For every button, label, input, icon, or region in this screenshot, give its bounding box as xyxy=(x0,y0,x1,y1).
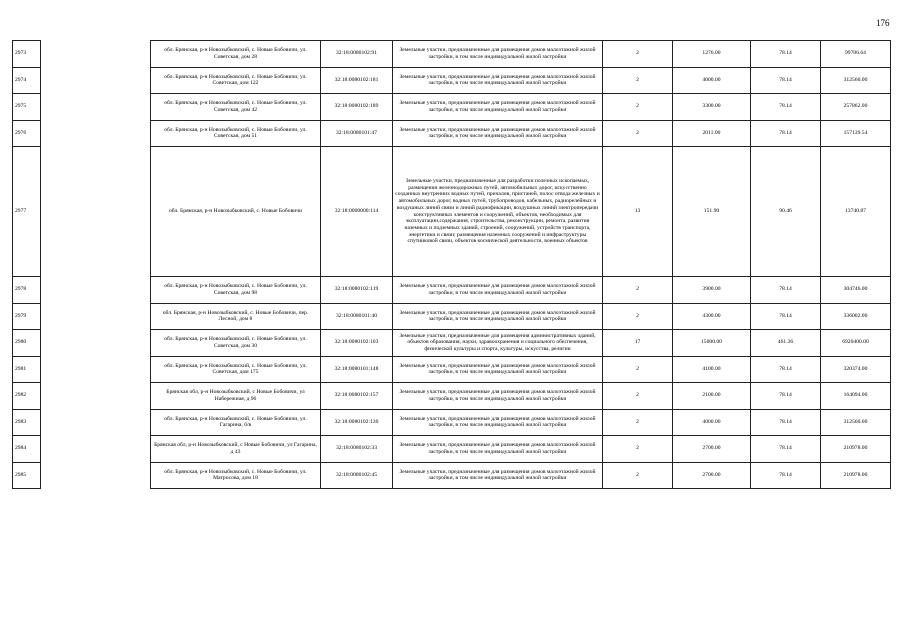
row-number-cell: 2974 xyxy=(13,67,41,94)
address-cell: Брянская обл, р-н Новозыбковский, с Новые Бобовичи, ул Набережная, д 96 xyxy=(151,383,321,410)
land-use-cell: Земельные участки, предназначенные для размещения домов малоэтажной жилой застройки, в том числе индивидуальной жилой застройки xyxy=(393,94,603,121)
spacer-cell xyxy=(41,94,151,121)
specific-value-cell: 78.14 xyxy=(751,409,821,436)
use-code-cell: 2 xyxy=(603,383,673,410)
cadastral-value-cell: 210978.00 xyxy=(821,436,891,463)
specific-value-cell: 78.14 xyxy=(751,436,821,463)
cadastral-value-table xyxy=(12,40,891,489)
cadastral-number-cell: 32:18:0080101:40 xyxy=(321,303,393,330)
cadastral-value-cell: 312560.00 xyxy=(821,67,891,94)
spacer-cell xyxy=(41,41,151,68)
row-number-cell: 2977 xyxy=(13,147,41,277)
spacer-cell xyxy=(41,383,151,410)
table-row xyxy=(13,94,891,121)
land-use-cell: Земельные участки, предназначенные для размещения домов малоэтажной жилой застройки, в том числе индивидуальной жилой застройки xyxy=(393,383,603,410)
use-code-cell: 17 xyxy=(603,330,673,357)
land-use-cell: Земельные участки, предназначенные для размещения домов малоэтажной жилой застройки, в том числе индивидуальной жилой застройки xyxy=(393,41,603,68)
cadastral-value-cell: 257862.00 xyxy=(821,94,891,121)
cadastral-number-cell: 32:18:0080102:189 xyxy=(321,94,393,121)
row-number-cell: 2978 xyxy=(13,277,41,304)
row-number-cell: 2980 xyxy=(13,330,41,357)
area-cell: 4000.00 xyxy=(673,67,751,94)
table-row xyxy=(13,462,891,489)
land-use-cell: Земельные участки, предназначенные для размещения домов малоэтажной жилой застройки, в том числе индивидуальной жилой застройки xyxy=(393,67,603,94)
use-code-cell: 2 xyxy=(603,94,673,121)
table-row xyxy=(13,120,891,147)
row-number-cell: 2985 xyxy=(13,462,41,489)
table-row xyxy=(13,67,891,94)
area-cell: 3300.00 xyxy=(673,94,751,121)
use-code-cell: 2 xyxy=(603,462,673,489)
land-use-cell: Земельные участки, предназначенные для размещения домов малоэтажной жилой застройки, в том числе индивидуальной жилой застройки xyxy=(393,436,603,463)
address-cell: обл. Брянская, р-н Новозыбковский, с. Новые Бобовичи, ул. Советская, дом 98 xyxy=(151,277,321,304)
use-code-cell: 13 xyxy=(603,147,673,277)
use-code-cell: 2 xyxy=(603,356,673,383)
use-code-cell: 2 xyxy=(603,41,673,68)
table-row xyxy=(13,383,891,410)
area-cell: 2011.00 xyxy=(673,120,751,147)
spacer-cell xyxy=(41,462,151,489)
cadastral-value-cell: 304746.00 xyxy=(821,277,891,304)
address-cell: обл. Брянская, р-н Новозыбковский, с. Новые Бобовичи, ул. Советская, дом 122 xyxy=(151,67,321,94)
row-number-cell: 2982 xyxy=(13,383,41,410)
table-row xyxy=(13,436,891,463)
cadastral-value-cell: 210978.00 xyxy=(821,462,891,489)
area-cell: 15000.00 xyxy=(673,330,751,357)
spacer-cell xyxy=(41,409,151,436)
cadastral-number-cell: 32:18:0080101:47 xyxy=(321,120,393,147)
specific-value-cell: 78.14 xyxy=(751,462,821,489)
cadastral-number-cell: 32:18:0080102:33 xyxy=(321,436,393,463)
specific-value-cell: 78.14 xyxy=(751,356,821,383)
cadastral-value-cell: 157139.54 xyxy=(821,120,891,147)
area-cell: 4100.00 xyxy=(673,356,751,383)
address-cell: обл. Брянская, р-н Новозыбковский, с. Новые Бобовичи, ул. Советская, дом 30 xyxy=(151,330,321,357)
cadastral-number-cell: 32:18:0080102:45 xyxy=(321,462,393,489)
address-cell: обл. Брянская, р-н Новозыбковский, с. Новые Бобовичи, ул. Матросова, дом 18 xyxy=(151,462,321,489)
cadastral-value-cell: 312560.00 xyxy=(821,409,891,436)
use-code-cell: 2 xyxy=(603,67,673,94)
spacer-cell xyxy=(41,303,151,330)
land-use-cell: Земельные участки, предназначенные для размещения домов малоэтажной жилой застройки, в том числе индивидуальной жилой застройки xyxy=(393,462,603,489)
cadastral-value-cell: 336002.00 xyxy=(821,303,891,330)
row-number-cell: 2973 xyxy=(13,41,41,68)
cadastral-value-cell: 320374.00 xyxy=(821,356,891,383)
land-use-cell: Земельные участки, предназначенные для разработки полезных ископаемых, размещения железнодорожных путей, автомобильных дорог, искусственно созданных внутренних водных путей, причалов, пристаней, полос отвода железных и автомобильных дорог, водных путей, трубопроводов, кабельных, радиорелейных и воздушных линий связи и линий радиофикации, воздушных линий электропередачи конструктивных элементов и сооружений, объектов, необходимых для эксплуатации,содержания, строительства, реконструкции, ремонта, развития наземных и подземных зданий, строений, сооружений, устройств транспорта, энергетики и связи; размещения наземных сооружений и инфраструктуры спутниковой связи, объектов космической деятельности, военных объектов xyxy=(393,147,603,277)
use-code-cell: 2 xyxy=(603,303,673,330)
cadastral-value-cell: 13740.87 xyxy=(821,147,891,277)
address-cell: обл. Брянская, р-н Новозыбковский, с. Новые Бобовичи, пер. Лесной, дом 8 xyxy=(151,303,321,330)
spacer-cell xyxy=(41,120,151,147)
cadastral-number-cell: 32:18:0080102:181 xyxy=(321,67,393,94)
area-cell: 2700.00 xyxy=(673,462,751,489)
table-row xyxy=(13,356,891,383)
specific-value-cell: 461.36 xyxy=(751,330,821,357)
cadastral-number-cell: 32:18:0080102:119 xyxy=(321,277,393,304)
table-row xyxy=(13,330,891,357)
specific-value-cell: 90.46 xyxy=(751,147,821,277)
cadastral-value-cell: 164094.00 xyxy=(821,383,891,410)
page-number: 176 xyxy=(876,18,890,28)
cadastral-number-cell: 32:18:0080101:148 xyxy=(321,356,393,383)
address-cell: обл. Брянская, р-н Новозыбковский, с. Новые Бобовичи, ул. Советская, дом 175 xyxy=(151,356,321,383)
land-use-cell: Земельные участки, предназначенные для размещения домов малоэтажной жилой застройки, в том числе индивидуальной жилой застройки xyxy=(393,303,603,330)
table-row xyxy=(13,409,891,436)
address-cell: обл. Брянская, р-н Новозыбковский, с. Новые Бобовичи, ул. Советская, дом 51 xyxy=(151,120,321,147)
row-number-cell: 2981 xyxy=(13,356,41,383)
area-cell: 151.90 xyxy=(673,147,751,277)
address-cell: обл. Брянская, р-н Новозыбковский, с. Новые Бобовичи, ул. Гагарина, 6/в xyxy=(151,409,321,436)
land-use-cell: Земельные участки, предназначенные для размещения домов малоэтажной жилой застройки, в том числе индивидуальной жилой застройки xyxy=(393,120,603,147)
row-number-cell: 2983 xyxy=(13,409,41,436)
specific-value-cell: 78.14 xyxy=(751,120,821,147)
use-code-cell: 2 xyxy=(603,436,673,463)
land-use-cell: Земельные участки, предназначенные для размещения домов малоэтажной жилой застройки, в том числе индивидуальной жилой застройки xyxy=(393,277,603,304)
table-row xyxy=(13,147,891,277)
address-cell: обл. Брянская, р-н Новозыбковский, с. Новые Бобовичи xyxy=(151,147,321,277)
cadastral-number-cell: 32:18:0080102:91 xyxy=(321,41,393,68)
table-row xyxy=(13,303,891,330)
use-code-cell: 2 xyxy=(603,409,673,436)
spacer-cell xyxy=(41,147,151,277)
cadastral-value-cell: 6920400.00 xyxy=(821,330,891,357)
specific-value-cell: 78.14 xyxy=(751,94,821,121)
spacer-cell xyxy=(41,277,151,304)
use-code-cell: 2 xyxy=(603,277,673,304)
specific-value-cell: 78.14 xyxy=(751,67,821,94)
land-use-cell: Земельные участки, предназначенные для размещения домов малоэтажной жилой застройки, в том числе индивидуальной жилой застройки xyxy=(393,356,603,383)
table-body xyxy=(13,41,891,489)
address-cell: Брянская обл, р-н Новозыбковский, с Новые Бобовичи, ул Гагарина, д 43 xyxy=(151,436,321,463)
spacer-cell xyxy=(41,356,151,383)
area-cell: 1276.00 xyxy=(673,41,751,68)
area-cell: 4300.00 xyxy=(673,303,751,330)
specific-value-cell: 78.14 xyxy=(751,303,821,330)
row-number-cell: 2976 xyxy=(13,120,41,147)
table-row xyxy=(13,41,891,68)
cadastral-number-cell: 32:18:0080102:103 xyxy=(321,330,393,357)
address-cell: обл. Брянская, р-н Новозыбковский, с. Новые Бобовичи, ул. Советская, дом 42 xyxy=(151,94,321,121)
spacer-cell xyxy=(41,67,151,94)
spacer-cell xyxy=(41,436,151,463)
table-row xyxy=(13,277,891,304)
row-number-cell: 2984 xyxy=(13,436,41,463)
area-cell: 4000.00 xyxy=(673,409,751,436)
area-cell: 2100.00 xyxy=(673,383,751,410)
area-cell: 3900.00 xyxy=(673,277,751,304)
spacer-cell xyxy=(41,330,151,357)
area-cell: 2700.00 xyxy=(673,436,751,463)
land-use-cell: Земельные участки, предназначенные для размещения домов малоэтажной жилой застройки, в том числе индивидуальной жилой застройки xyxy=(393,409,603,436)
cadastral-number-cell: 32:18:0080102:130 xyxy=(321,409,393,436)
row-number-cell: 2975 xyxy=(13,94,41,121)
address-cell: обл. Брянская, р-н Новозыбковский, с. Новые Бобовичи, ул. Советская, дом 28 xyxy=(151,41,321,68)
specific-value-cell: 78.14 xyxy=(751,277,821,304)
specific-value-cell: 78.14 xyxy=(751,383,821,410)
use-code-cell: 2 xyxy=(603,120,673,147)
cadastral-number-cell: 32:18:0080102:157 xyxy=(321,383,393,410)
row-number-cell: 2979 xyxy=(13,303,41,330)
cadastral-value-cell: 99706.64 xyxy=(821,41,891,68)
land-use-cell: Земельные участки, предназначенные для размещения административных зданий, объектов образования, науки, здравоохранения и социального обеспечения, физической культуры и спорта, культуры, искусства, религии xyxy=(393,330,603,357)
cadastral-number-cell: 32:18:0000000:114 xyxy=(321,147,393,277)
specific-value-cell: 78.14 xyxy=(751,41,821,68)
